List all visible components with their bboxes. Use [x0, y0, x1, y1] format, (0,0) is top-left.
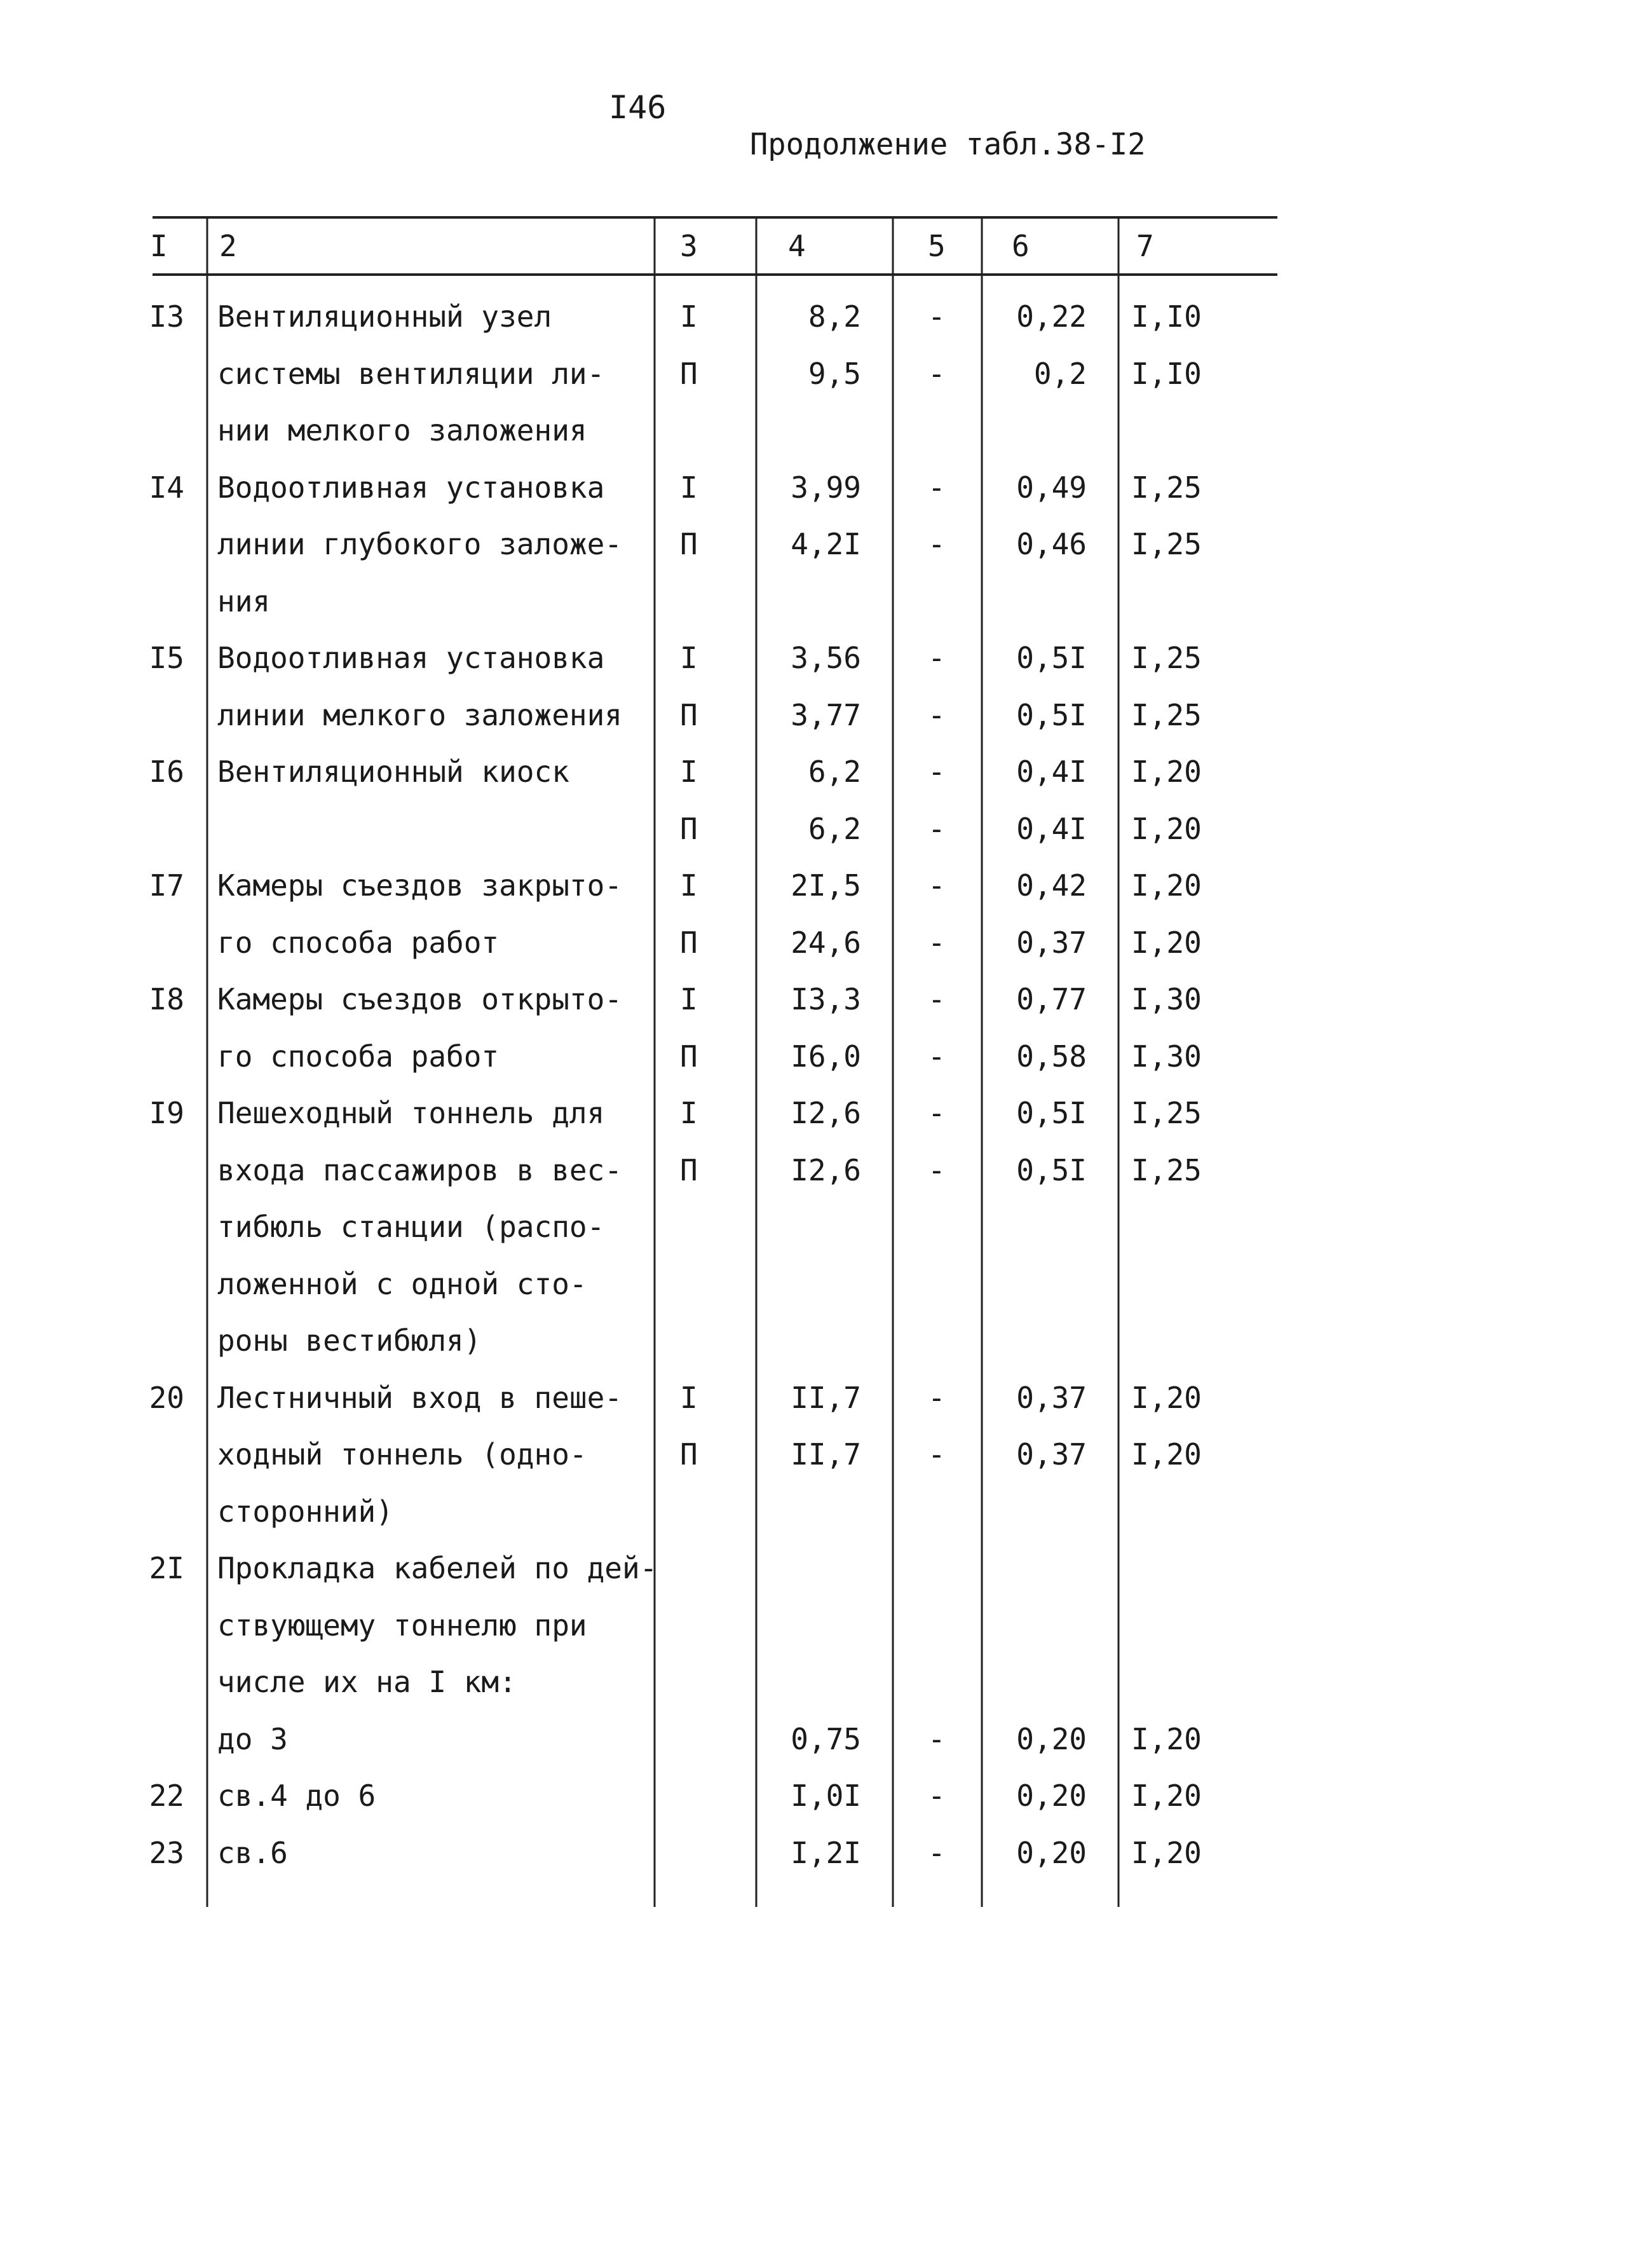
row-number: I5	[149, 641, 184, 675]
row-description-line: сторонний)	[217, 1494, 393, 1529]
header-col-4: 4	[788, 229, 806, 263]
value-col-6: 0,20	[1016, 1779, 1087, 1813]
value-col-6: 0,37	[1016, 1437, 1087, 1472]
value-col-7: I,25	[1131, 1152, 1202, 1187]
value-col-7: I,20	[1131, 1437, 1202, 1472]
header-col-6: 6	[1012, 229, 1030, 263]
category: П	[680, 356, 698, 391]
value-col-5: -	[928, 868, 946, 903]
value-col-4: 6,2	[808, 755, 861, 789]
value-col-6: 0,22	[1016, 299, 1087, 334]
value-col-7: I,20	[1131, 925, 1202, 960]
value-col-4: 6,2	[808, 811, 861, 846]
row-description-line: тибюль станции (распо-	[217, 1210, 605, 1244]
row-description-line: Прокладка кабелей по дей-	[217, 1551, 658, 1585]
value-col-4: 9,5	[808, 356, 861, 391]
category: П	[680, 811, 698, 846]
row-number: I8	[149, 982, 184, 1016]
value-col-7: I,I0	[1131, 299, 1202, 334]
value-col-5: -	[928, 1437, 946, 1472]
row-number: I4	[149, 470, 184, 505]
row-description-line: числе их на I км:	[217, 1665, 517, 1699]
category: П	[680, 925, 698, 960]
row-description-line: линии мелкого заложения	[217, 697, 622, 732]
header-col-2: 2	[219, 229, 237, 263]
row-description-line: св.4 до 6	[217, 1779, 376, 1813]
value-col-5: -	[928, 470, 946, 505]
row-description-line: ходный тоннель (одно-	[217, 1437, 587, 1472]
row-description-line: Вентиляционный киоск	[217, 755, 569, 789]
category: I	[680, 1096, 698, 1130]
value-col-5: -	[928, 299, 946, 334]
value-col-6: 0,5I	[1016, 1096, 1087, 1130]
value-col-6: 0,5I	[1016, 697, 1087, 732]
value-col-4: 8,2	[808, 299, 861, 334]
row-description-line: Водоотливная установка	[217, 641, 605, 675]
value-col-7: I,20	[1131, 1779, 1202, 1813]
category: I	[680, 299, 698, 334]
row-description-line: ния	[217, 584, 271, 618]
category: П	[680, 1152, 698, 1187]
row-number: 2I	[149, 1551, 184, 1585]
value-col-4: 2I,5	[791, 868, 861, 903]
category: П	[680, 1039, 698, 1074]
value-col-6: 0,5I	[1016, 1152, 1087, 1187]
row-description-line: нии мелкого заложения	[217, 413, 587, 447]
row-number: I9	[149, 1096, 184, 1130]
category: П	[680, 1437, 698, 1472]
value-col-7: I,25	[1131, 470, 1202, 505]
value-col-4: I,2I	[791, 1835, 861, 1870]
value-col-4: I,0I	[791, 1779, 861, 1813]
row-description-line: Водоотливная установка	[217, 470, 605, 505]
value-col-4: II,7	[791, 1437, 861, 1472]
table-caption: Продолжение табл.38-I2	[750, 127, 1146, 162]
row-description-line: системы вентиляции ли-	[217, 356, 605, 391]
row-description-line: Лестничный вход в пеше-	[217, 1380, 622, 1415]
row-description-line: св.6	[217, 1835, 288, 1870]
value-col-5: -	[928, 527, 946, 561]
value-col-5: -	[928, 1039, 946, 1074]
category: I	[680, 755, 698, 789]
row-number: I6	[149, 755, 184, 789]
value-col-4: I6,0	[791, 1039, 861, 1074]
page-number: I46	[609, 89, 667, 126]
value-col-6: 0,20	[1016, 1835, 1087, 1870]
row-number: 23	[149, 1835, 184, 1870]
value-col-7: I,20	[1131, 1380, 1202, 1415]
row-description-line: ствующему тоннелю при	[217, 1608, 587, 1643]
value-col-6: 0,46	[1016, 527, 1087, 561]
category: П	[680, 527, 698, 561]
category: I	[680, 982, 698, 1016]
row-number: I3	[149, 299, 184, 334]
value-col-5: -	[928, 755, 946, 789]
value-col-6: 0,77	[1016, 982, 1087, 1016]
value-col-6: 0,37	[1016, 1380, 1087, 1415]
value-col-4: I2,6	[791, 1152, 861, 1187]
value-col-6: 0,58	[1016, 1039, 1087, 1074]
value-col-7: I,25	[1131, 641, 1202, 675]
row-number: I7	[149, 868, 184, 903]
value-col-5: -	[928, 1835, 946, 1870]
value-col-5: -	[928, 811, 946, 846]
value-col-4: I2,6	[791, 1096, 861, 1130]
value-col-4: 3,56	[791, 641, 861, 675]
value-col-6: 0,2	[1033, 356, 1087, 391]
value-col-7: I,20	[1131, 1835, 1202, 1870]
value-col-6: 0,37	[1016, 925, 1087, 960]
value-col-5: -	[928, 925, 946, 960]
row-description-line: входа пассажиров в вес-	[217, 1152, 622, 1187]
value-col-5: -	[928, 697, 946, 732]
value-col-4: 4,2I	[791, 527, 861, 561]
value-col-6: 0,4I	[1016, 811, 1087, 846]
header-col-5: 5	[928, 229, 946, 263]
row-description-line: роны вестибюля)	[217, 1323, 482, 1358]
value-col-5: -	[928, 1779, 946, 1813]
value-col-5: -	[928, 1380, 946, 1415]
row-description-line: линии глубокого заложе-	[217, 527, 622, 561]
value-col-7: I,30	[1131, 1039, 1202, 1074]
header-col-7: 7	[1136, 229, 1154, 263]
value-col-5: -	[928, 982, 946, 1016]
value-col-7: I,25	[1131, 1096, 1202, 1130]
value-col-7: I,30	[1131, 982, 1202, 1016]
row-description-line: Камеры съездов открыто-	[217, 982, 622, 1016]
row-description-line: го способа работ	[217, 1039, 500, 1074]
category: П	[680, 697, 698, 732]
value-col-5: -	[928, 1096, 946, 1130]
value-col-7: I,20	[1131, 755, 1202, 789]
value-col-4: I3,3	[791, 982, 861, 1016]
value-col-4: 3,77	[791, 697, 861, 732]
value-col-5: -	[928, 356, 946, 391]
value-col-4: 0,75	[791, 1721, 861, 1756]
value-col-4: II,7	[791, 1380, 861, 1415]
value-col-6: 0,42	[1016, 868, 1087, 903]
value-col-6: 0,20	[1016, 1721, 1087, 1756]
value-col-6: 0,4I	[1016, 755, 1087, 789]
value-col-5: -	[928, 1152, 946, 1187]
value-col-7: I,20	[1131, 1721, 1202, 1756]
value-col-7: I,I0	[1131, 356, 1202, 391]
row-description-line: до 3	[217, 1721, 288, 1756]
value-col-5: -	[928, 641, 946, 675]
value-col-7: I,25	[1131, 697, 1202, 732]
row-description-line: Пешеходный тоннель для	[217, 1096, 605, 1130]
value-col-7: I,25	[1131, 527, 1202, 561]
row-description-line: Камеры съездов закрыто-	[217, 868, 622, 903]
value-col-6: 0,49	[1016, 470, 1087, 505]
category: I	[680, 868, 698, 903]
value-col-4: 24,6	[791, 925, 861, 960]
category: I	[680, 1380, 698, 1415]
value-col-4: 3,99	[791, 470, 861, 505]
value-col-5: -	[928, 1721, 946, 1756]
row-number: 20	[149, 1380, 184, 1415]
value-col-7: I,20	[1131, 811, 1202, 846]
row-description-line: ложенной с одной сто-	[217, 1266, 587, 1301]
row-description-line: го способа работ	[217, 925, 500, 960]
row-number: 22	[149, 1779, 184, 1813]
row-description-line: Вентиляционный узел	[217, 299, 552, 334]
value-col-6: 0,5I	[1016, 641, 1087, 675]
header-col-3: 3	[680, 229, 698, 263]
category: I	[680, 641, 698, 675]
category: I	[680, 470, 698, 505]
header-col-1: I	[150, 229, 168, 263]
value-col-7: I,20	[1131, 868, 1202, 903]
